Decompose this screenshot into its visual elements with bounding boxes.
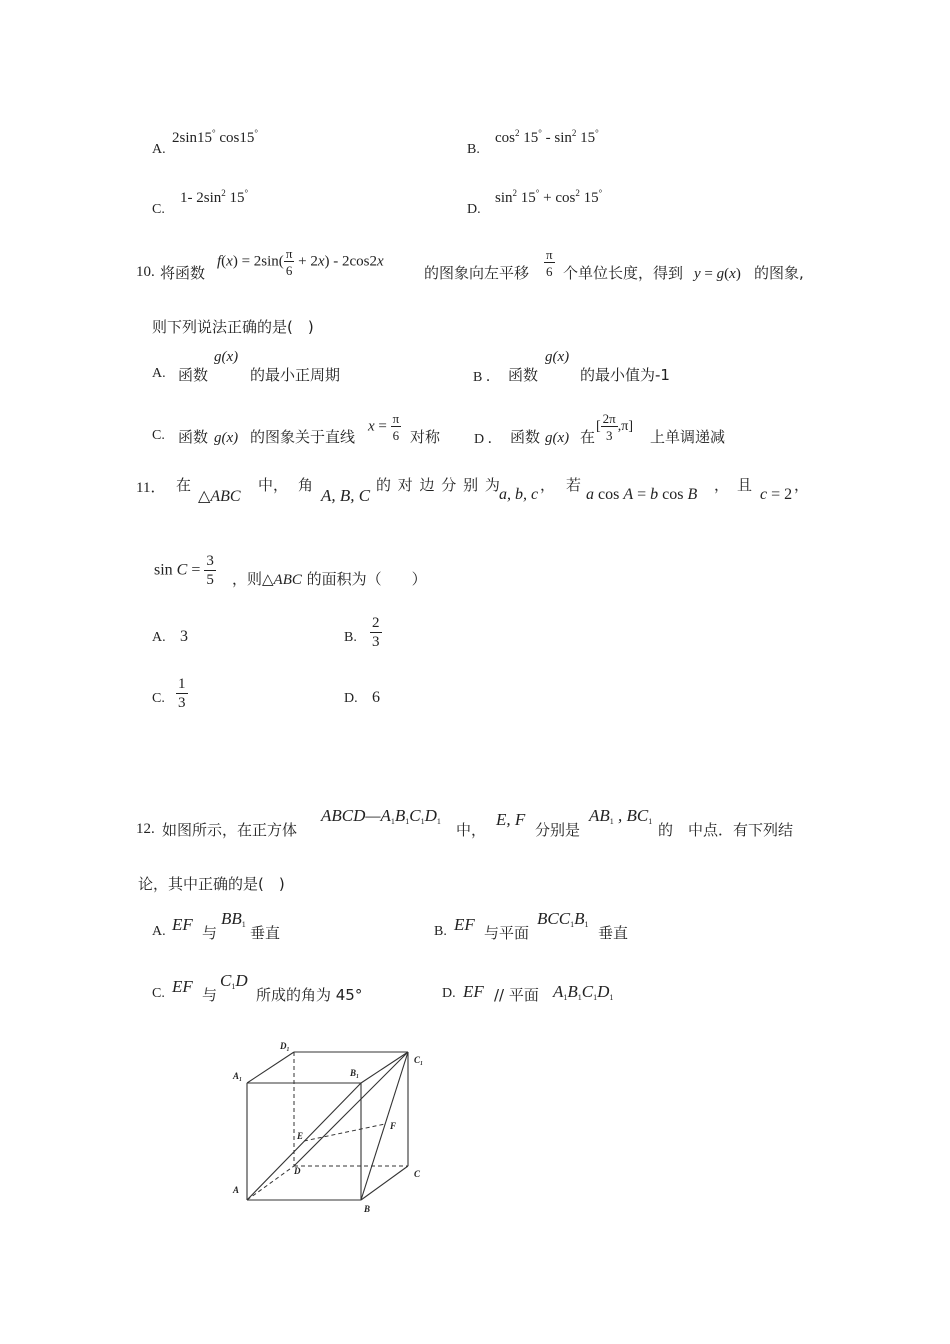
q10-a-text: 的最小正周期: [250, 366, 341, 384]
q10-a-g: g(x): [214, 349, 239, 365]
q11-text: 若: [566, 476, 582, 494]
q12-b-ef: EF: [454, 915, 475, 934]
q10-number: 10.: [136, 264, 155, 280]
q11-sides: a, b, c: [499, 486, 539, 503]
q10-shift: $\frac{\pi}{6}$: [546, 247, 553, 279]
q9-b-expr: $\cos^2 15^\circ - \sin^2 15^\circ$: [495, 128, 599, 146]
q12-text: 分别是: [535, 821, 581, 839]
diag-bc1: [361, 1052, 408, 1200]
q12-text: 如图所示，在正方体: [162, 821, 298, 839]
q10-c-text: 的图象关于直线: [250, 428, 356, 446]
q11-c-label: C.: [152, 691, 165, 706]
q10-c-text: 对称: [410, 428, 441, 446]
q10-c-line: x = $\frac{\pi}{6}$: [368, 411, 400, 443]
edge-bc: [361, 1166, 408, 1200]
q12-b-label: B.: [434, 924, 447, 939]
q12-text: 的 中点．有下列结: [658, 821, 794, 839]
q10-text: 将函数: [160, 264, 206, 282]
label-c: C: [414, 1169, 421, 1179]
q10-b-text: 函数: [508, 366, 539, 384]
q10-d-text: 上单调递减: [650, 428, 726, 446]
q12-c-ef: EF: [172, 977, 193, 996]
q10-g: y = g(x): [694, 266, 741, 282]
q12-c-label: C.: [152, 986, 165, 1001]
segment-ef: [304, 1124, 385, 1141]
q11-text: ，: [540, 476, 556, 494]
q10-b-g: g(x): [545, 349, 570, 365]
label-f: F: [390, 1121, 397, 1131]
q11-a-value: 3: [180, 628, 188, 645]
q9-d-expr: $\sin^2 15^\circ + \cos^2 15^\circ$: [495, 188, 603, 206]
q12-ef: E, F: [496, 810, 526, 829]
q12-a-ef: EF: [172, 915, 193, 934]
q11-sin: sin C = $\frac{3}{5}$: [154, 553, 214, 588]
hidden-edge-ad: [247, 1166, 294, 1200]
q10-text: 的图象向左平移: [424, 264, 530, 282]
q9-c-label: C.: [152, 202, 165, 217]
label-c1: C₁: [414, 1055, 424, 1065]
q11-b-label: B.: [344, 630, 357, 645]
q10-text: 个单位长度，得到: [563, 264, 684, 282]
q11-condition: a cos A = b cos B: [586, 486, 698, 503]
q12-c-text: 所成的角为 45°: [256, 986, 363, 1004]
q11-text: 且: [737, 476, 753, 494]
q11-b-value: $\frac{2}{3}$: [372, 615, 380, 650]
q12-c-seg: $C_1D$: [220, 971, 248, 991]
label-d: D: [294, 1166, 301, 1176]
q12-d-plane: $A_1B_1C_1D_1$: [553, 982, 614, 1002]
q9-c-expr: 1- $2\sin^2$ 15°: [180, 188, 249, 206]
label-a: A: [233, 1185, 240, 1195]
q12-a-text: 垂直: [250, 924, 281, 942]
q12-a-seg: $BB_1$: [221, 909, 246, 929]
q11-angles: A, B, C: [321, 486, 371, 505]
q11-number: 11．: [136, 480, 166, 496]
q11-a-label: A.: [152, 630, 166, 645]
q10-b-label: B ．: [473, 370, 500, 385]
q9-a-label: A.: [152, 142, 166, 157]
q10-d-text: 在: [580, 428, 596, 446]
q10-d-text: 函数: [510, 428, 541, 446]
q10-a-text: 函数: [178, 366, 209, 384]
q10-prompt: 则下列说法正确的是( ): [152, 318, 314, 336]
q10-d-g: g(x): [545, 430, 570, 446]
label-e: E: [297, 1131, 304, 1141]
q10-c-label: C.: [152, 428, 165, 443]
q11-c-value: $\frac{1}{3}$: [178, 676, 186, 711]
q11-text: 角: [298, 476, 314, 494]
edge-b1c1: [361, 1052, 408, 1083]
q10-a-label: A.: [152, 366, 166, 381]
q11-line2: ，则△ABC 的面积为（ ）: [232, 570, 427, 588]
q12-prompt: 论，其中正确的是( ): [138, 875, 285, 893]
q11-d-value: 6: [372, 689, 380, 706]
q12-text: 中，: [456, 821, 487, 839]
q11-text: 在: [176, 476, 192, 494]
q9-a-expr: 2sin15° cos15°: [172, 128, 258, 146]
label-d1: D₁: [280, 1041, 290, 1051]
q10-c-text: 函数: [178, 428, 209, 446]
q12-d-label: D.: [442, 986, 456, 1001]
diag-ab1: [247, 1083, 361, 1200]
q12-a-label: A.: [152, 924, 166, 939]
q12-c-text: 与: [202, 986, 218, 1004]
q12-segments: $AB_1$ , $BC_1$: [589, 806, 653, 826]
edge-a1d1: [247, 1052, 294, 1083]
q10-d-interval: [ $\frac{2\pi}{3}$ ,π]: [596, 411, 633, 443]
q11-text: 的 对 边 分 别 为: [376, 476, 501, 494]
q12-number: 12.: [136, 821, 155, 837]
q10-c-g: g(x): [214, 430, 239, 446]
q12-d-text: // 平面: [494, 986, 539, 1004]
q12-d-ef: EF: [463, 982, 484, 1001]
q11-triangle: △ABC: [198, 488, 241, 505]
q12-cube: $ABCD—A_1B_1C_1D_1$: [321, 806, 441, 826]
q11-d-label: D.: [344, 691, 358, 706]
q12-b-plane: $BCC_1B_1$: [537, 909, 589, 929]
q9-b-label: B.: [467, 142, 480, 157]
q10-d-label: D ．: [474, 432, 502, 447]
q11-text: ，: [714, 476, 730, 494]
q11-c-value: c = 2: [760, 486, 793, 503]
q11-text: ，: [794, 476, 810, 494]
q10-function: f(x) = 2sin( $\frac{\pi}{6}$ + 2x) - 2cos2x: [217, 246, 384, 278]
label-b: B: [364, 1204, 371, 1214]
q10-text: 的图象,: [754, 264, 804, 282]
q12-b-text: 垂直: [598, 924, 629, 942]
q10-b-text: 的最小值为-1: [580, 366, 670, 384]
label-b1: B₁: [350, 1068, 360, 1078]
label-a1: A₁: [233, 1071, 243, 1081]
q12-b-text: 与平面: [484, 924, 530, 942]
q9-d-label: D.: [467, 202, 481, 217]
q12-a-text: 与: [202, 924, 218, 942]
q11-text: 中，: [258, 476, 289, 494]
